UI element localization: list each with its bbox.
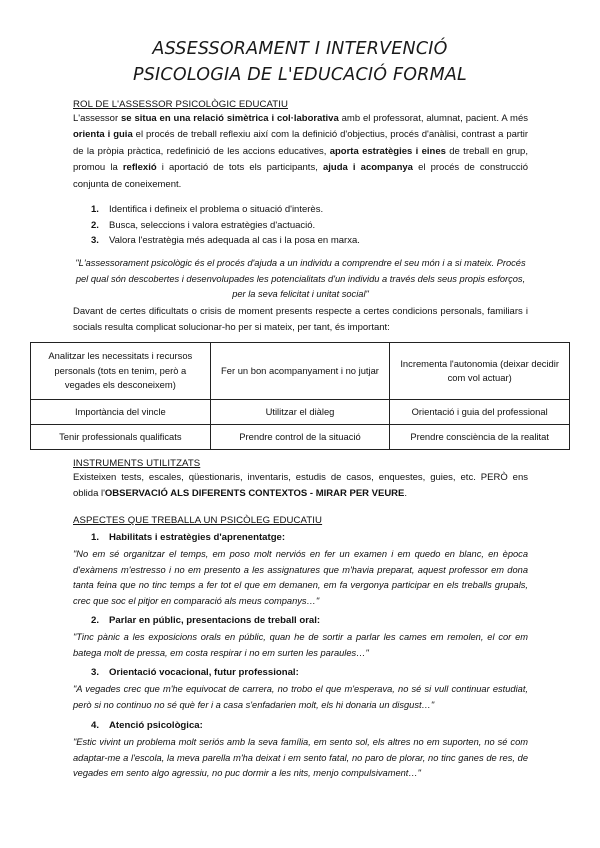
table-cell: Importància del vincle [31,400,211,425]
aspect-title-4: 4. Atenció psicològica: [91,720,203,731]
section-heading-rol: ROL DE L'ASSESSOR PSICOLÒGIC EDUCATIU [73,99,289,110]
instruments-paragraph: Existeixen tests, escales, qüestionaris, inventaris, estudis de casos, enquestes, guies, etc. PERÒ ens oblida l'OBSERVACIÓ ALS DIFERENTS CONTEXTOS - MIRAR PER VEURE. [73,472,528,500]
list-item: 3. Valora l'estratègia més adequada al cas i la posa en marxa. [91,235,360,246]
list-item: 1. Identifica i defineix el problema o situació d'interès. [91,204,324,215]
page-title-line2: PSICOLOGIA DE L'EDUCACIÓ FORMAL [133,65,467,85]
aspect-title-2: 2. Parlar en públic, presentacions de treball oral: [91,615,321,626]
rol-paragraph: L'assessor se situa en una relació simètrica i col·laborativa amb el professorat, alumnat, pacient. A més orienta i guia el procés de treball reflexiu així com la definició d'objectius, procés d'anàlisi, contrast a partir de la pròpia pràctica, redefinició de les accions educatives, aporta estratègies i eines de treball en grup, promou la reflexió i aportació de tots els participants, ajuda i acompanya el procés de construcció conjunta de coneixement. [73,113,528,190]
table-cell: Prendre consciència de la realitat [390,425,570,450]
section-heading-instruments: INSTRUMENTS UTILITZATS [73,458,201,469]
aspect-quote-3: "A vegades crec que m'he equivocat de carrera, no trobo el que m'esperava, no sé si vull continuar estudiat, però si no continuo no sé què fer i a casa s'enfadarien molt, els hi donaria un disgust…" [73,684,528,710]
table-cell: Orientació i guia del professional [390,400,570,425]
definition-quote: "L'assessorament psicològic és el procés d'ajuda a un individu a comprendre el seu món i a si mateix. Procés pel qual són descobertes i desenvolupades les potencialitats d'un individu a través dels seus propis esforços, per la seva felicitat i unitat social" [75,258,526,300]
aspect-title-1: 1. Habilitats i estratègies d'aprenentatge: [91,532,286,543]
needs-table [30,342,570,450]
table-cell: Utilitzar el diàleg [210,400,390,425]
page-title-line1: ASSESSORAMENT I INTERVENCIÓ [152,39,448,59]
table-row [31,425,570,450]
section-heading-aspectes: ASPECTES QUE TREBALLA UN PSICÒLEG EDUCATIU [73,515,323,526]
table-row [31,400,570,425]
table-cell: Analitzar les necessitats i recursos personals (tots en tenim, però a vegades els desconeixem) [31,343,211,400]
table-cell: Tenir professionals qualificats [31,425,211,450]
intro-paragraph: Davant de certes dificultats o crisis de moment presents respecte a certes condicions personals, familiars i socials resulta complicat solucionar-ho per si mateix, per tant, és important: [73,306,528,334]
table-cell: Incrementa l'autonomia (deixar decidir com vol actuar) [390,343,570,400]
table-row [31,343,570,400]
list-item: 2. Busca, seleccions i valora estratègies d'actuació. [91,219,316,231]
aspect-quote-4: "Estic vivint un problema molt seriós amb la seva família, em sento sol, els altres no em suporten, no sé com adaptar-me a l'escola, la meva parella m'ha deixat i em sento fatal, no paro de plorar, no tinc ganes de res, de vegades em sento algo agressiu, no puc dormir a les nits, menjo compulsivament…" [73,737,528,779]
aspect-quote-2: "Tinc pànic a les exposicions orals en públic, quan he de sortir a parlar les cames em remolen, el cor em batega molt de pressa, em costa respirar i no em surten les paraules…" [73,632,528,658]
steps-list [91,202,360,249]
aspect-title-3: 3. Orientació vocacional, futur professional: [91,667,299,678]
table-cell: Prendre control de la situació [210,425,390,450]
aspect-quote-1: "No em sé organitzar el temps, em poso molt nerviós en fer un examen i em quedo en blanc, en època d'exàmens m'estresso i no em presento a les assignatures que m'havia preparat, aquest professor em dona tanta feina que no tinc temps a fer tot el que em demanen, em fa vergonya participar en els treballs grupals, crec que soc el pitjor en comparació als meus companys…" [73,549,528,606]
table-cell: Fer un bon acompanyament i no jutjar [210,343,390,400]
